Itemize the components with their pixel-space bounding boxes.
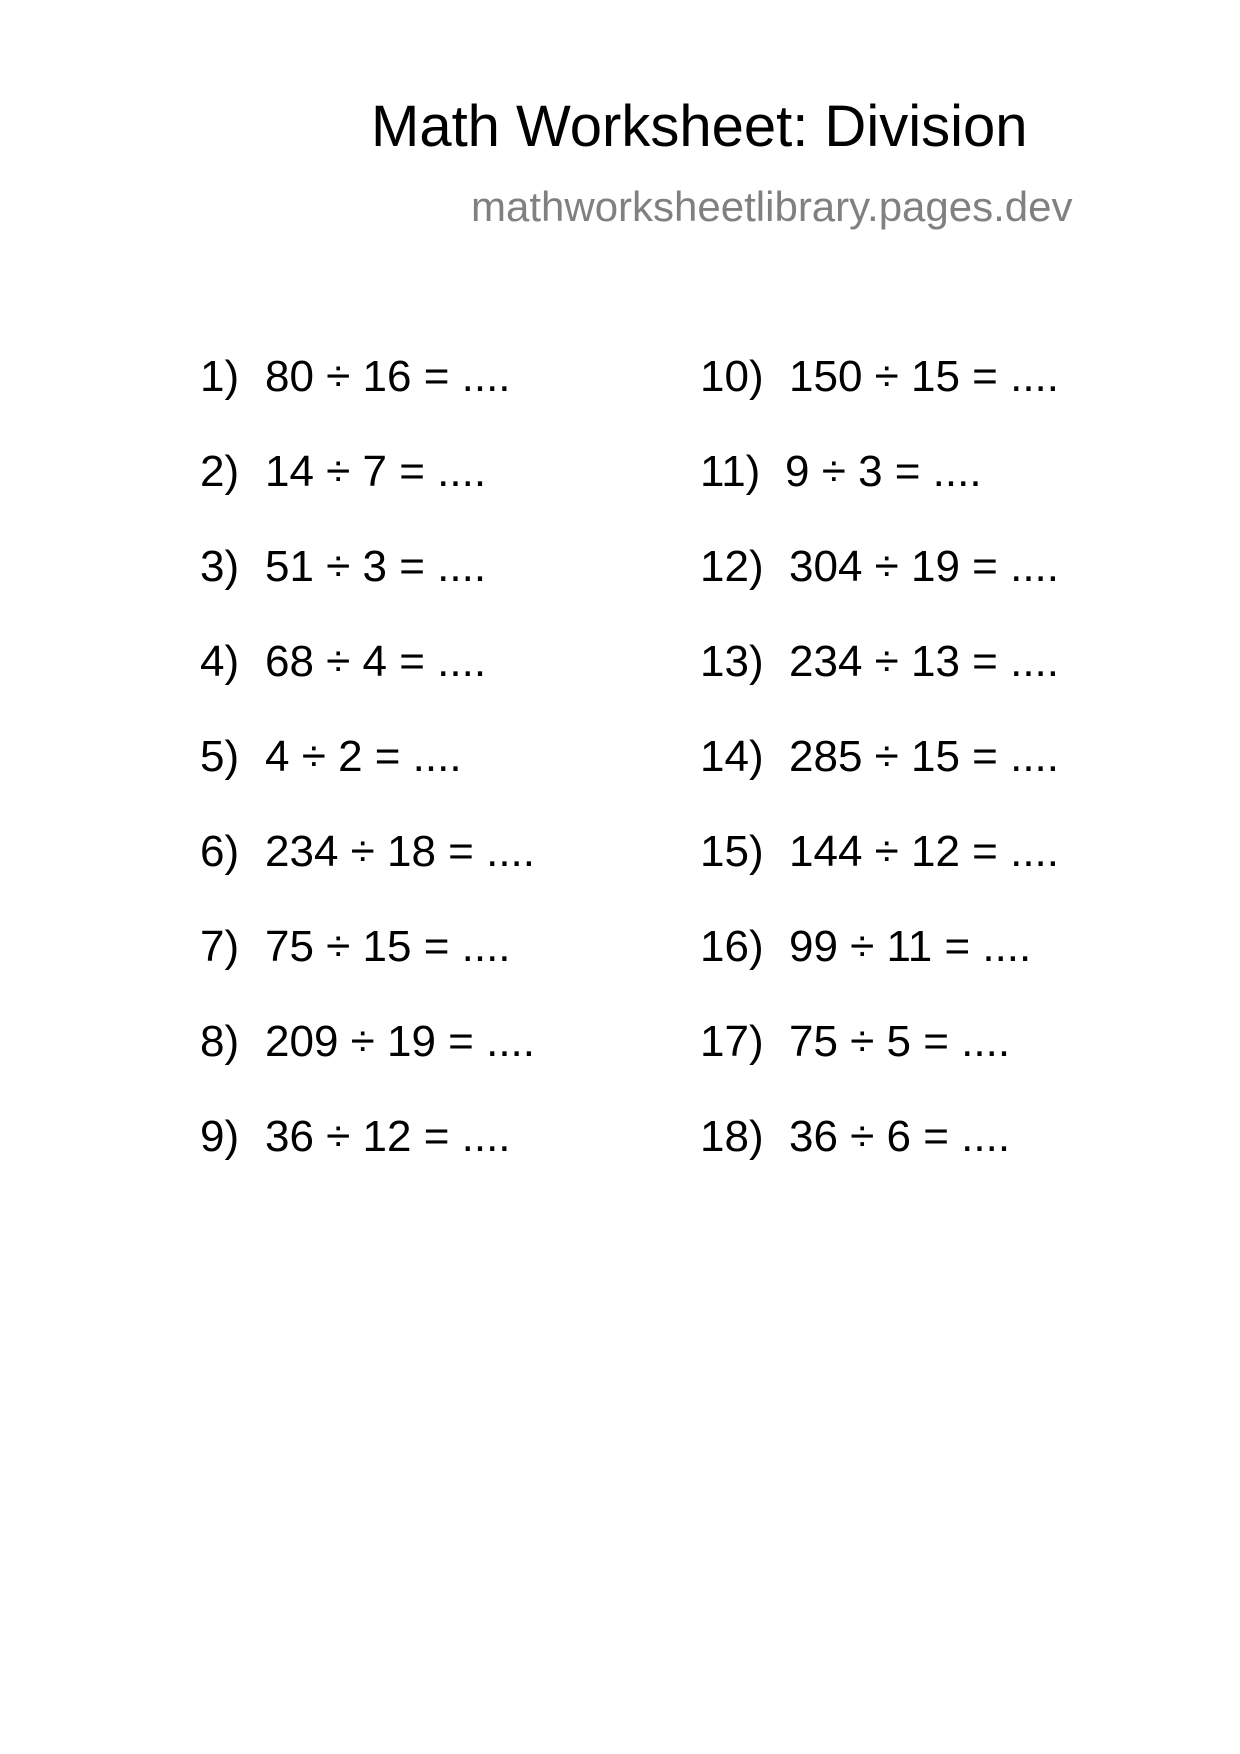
problem-number: 15) [700, 827, 764, 876]
problem-expression: 99 ÷ 11 = .... [789, 922, 1032, 971]
problem-13 [700, 637, 1180, 735]
problem-16 [700, 922, 1180, 1020]
problem-8 [200, 1017, 680, 1115]
problem-15 [700, 827, 1180, 925]
problem-10 [700, 352, 1180, 450]
problem-number: 4) [200, 637, 240, 686]
problem-expression: 68 ÷ 4 = .... [265, 637, 487, 686]
problem-number: 12) [700, 542, 764, 591]
problem-number: 16) [700, 922, 764, 971]
problem-number: 1) [200, 352, 240, 401]
problem-expression: 4 ÷ 2 = .... [265, 732, 462, 781]
problem-number: 7) [200, 922, 240, 971]
problem-7 [200, 922, 680, 1020]
problem-number: 17) [700, 1017, 764, 1066]
problem-number: 10) [700, 352, 764, 401]
problem-number: 8) [200, 1017, 240, 1066]
problem-number: 9) [200, 1112, 240, 1161]
problem-expression: 234 ÷ 18 = .... [265, 827, 535, 876]
problem-expression: 150 ÷ 15 = .... [789, 352, 1059, 401]
problem-number: 2) [200, 447, 240, 496]
page-title: Math Worksheet: Division [371, 94, 1028, 159]
problem-12 [700, 542, 1180, 640]
problem-number: 14) [700, 732, 764, 781]
problem-column-left [200, 352, 680, 1210]
problem-expression: 144 ÷ 12 = .... [789, 827, 1059, 876]
problem-expression: 209 ÷ 19 = .... [265, 1017, 535, 1066]
problem-expression: 304 ÷ 19 = .... [789, 542, 1059, 591]
problem-number: 5) [200, 732, 240, 781]
problem-number: 11) [700, 447, 761, 496]
problem-18 [700, 1112, 1180, 1210]
problem-expression: 36 ÷ 6 = .... [789, 1112, 1011, 1161]
problem-expression: 80 ÷ 16 = .... [265, 352, 511, 401]
problem-4 [200, 637, 680, 735]
page-subtitle: mathworksheetlibrary.pages.dev [471, 183, 1073, 230]
problem-expression: 285 ÷ 15 = .... [789, 732, 1059, 781]
problem-expression: 14 ÷ 7 = .... [265, 447, 487, 496]
problem-14 [700, 732, 1180, 830]
problem-expression: 234 ÷ 13 = .... [789, 637, 1059, 686]
problem-2 [200, 447, 680, 545]
problem-1 [200, 352, 680, 450]
problem-3 [200, 542, 680, 640]
problem-expression: 36 ÷ 12 = .... [265, 1112, 511, 1161]
problem-11 [700, 447, 1180, 545]
problem-expression: 75 ÷ 15 = .... [265, 922, 511, 971]
problem-6 [200, 827, 680, 925]
problem-number: 13) [700, 637, 764, 686]
problem-expression: 75 ÷ 5 = .... [789, 1017, 1011, 1066]
problem-number: 3) [200, 542, 240, 591]
problem-column-right [700, 352, 1180, 1210]
problem-expression: 51 ÷ 3 = .... [265, 542, 487, 591]
problem-expression: 9 ÷ 3 = .... [785, 447, 982, 496]
problem-number: 18) [700, 1112, 764, 1161]
problem-number: 6) [200, 827, 240, 876]
problem-17 [700, 1017, 1180, 1115]
problem-5 [200, 732, 680, 830]
problem-9 [200, 1112, 680, 1210]
